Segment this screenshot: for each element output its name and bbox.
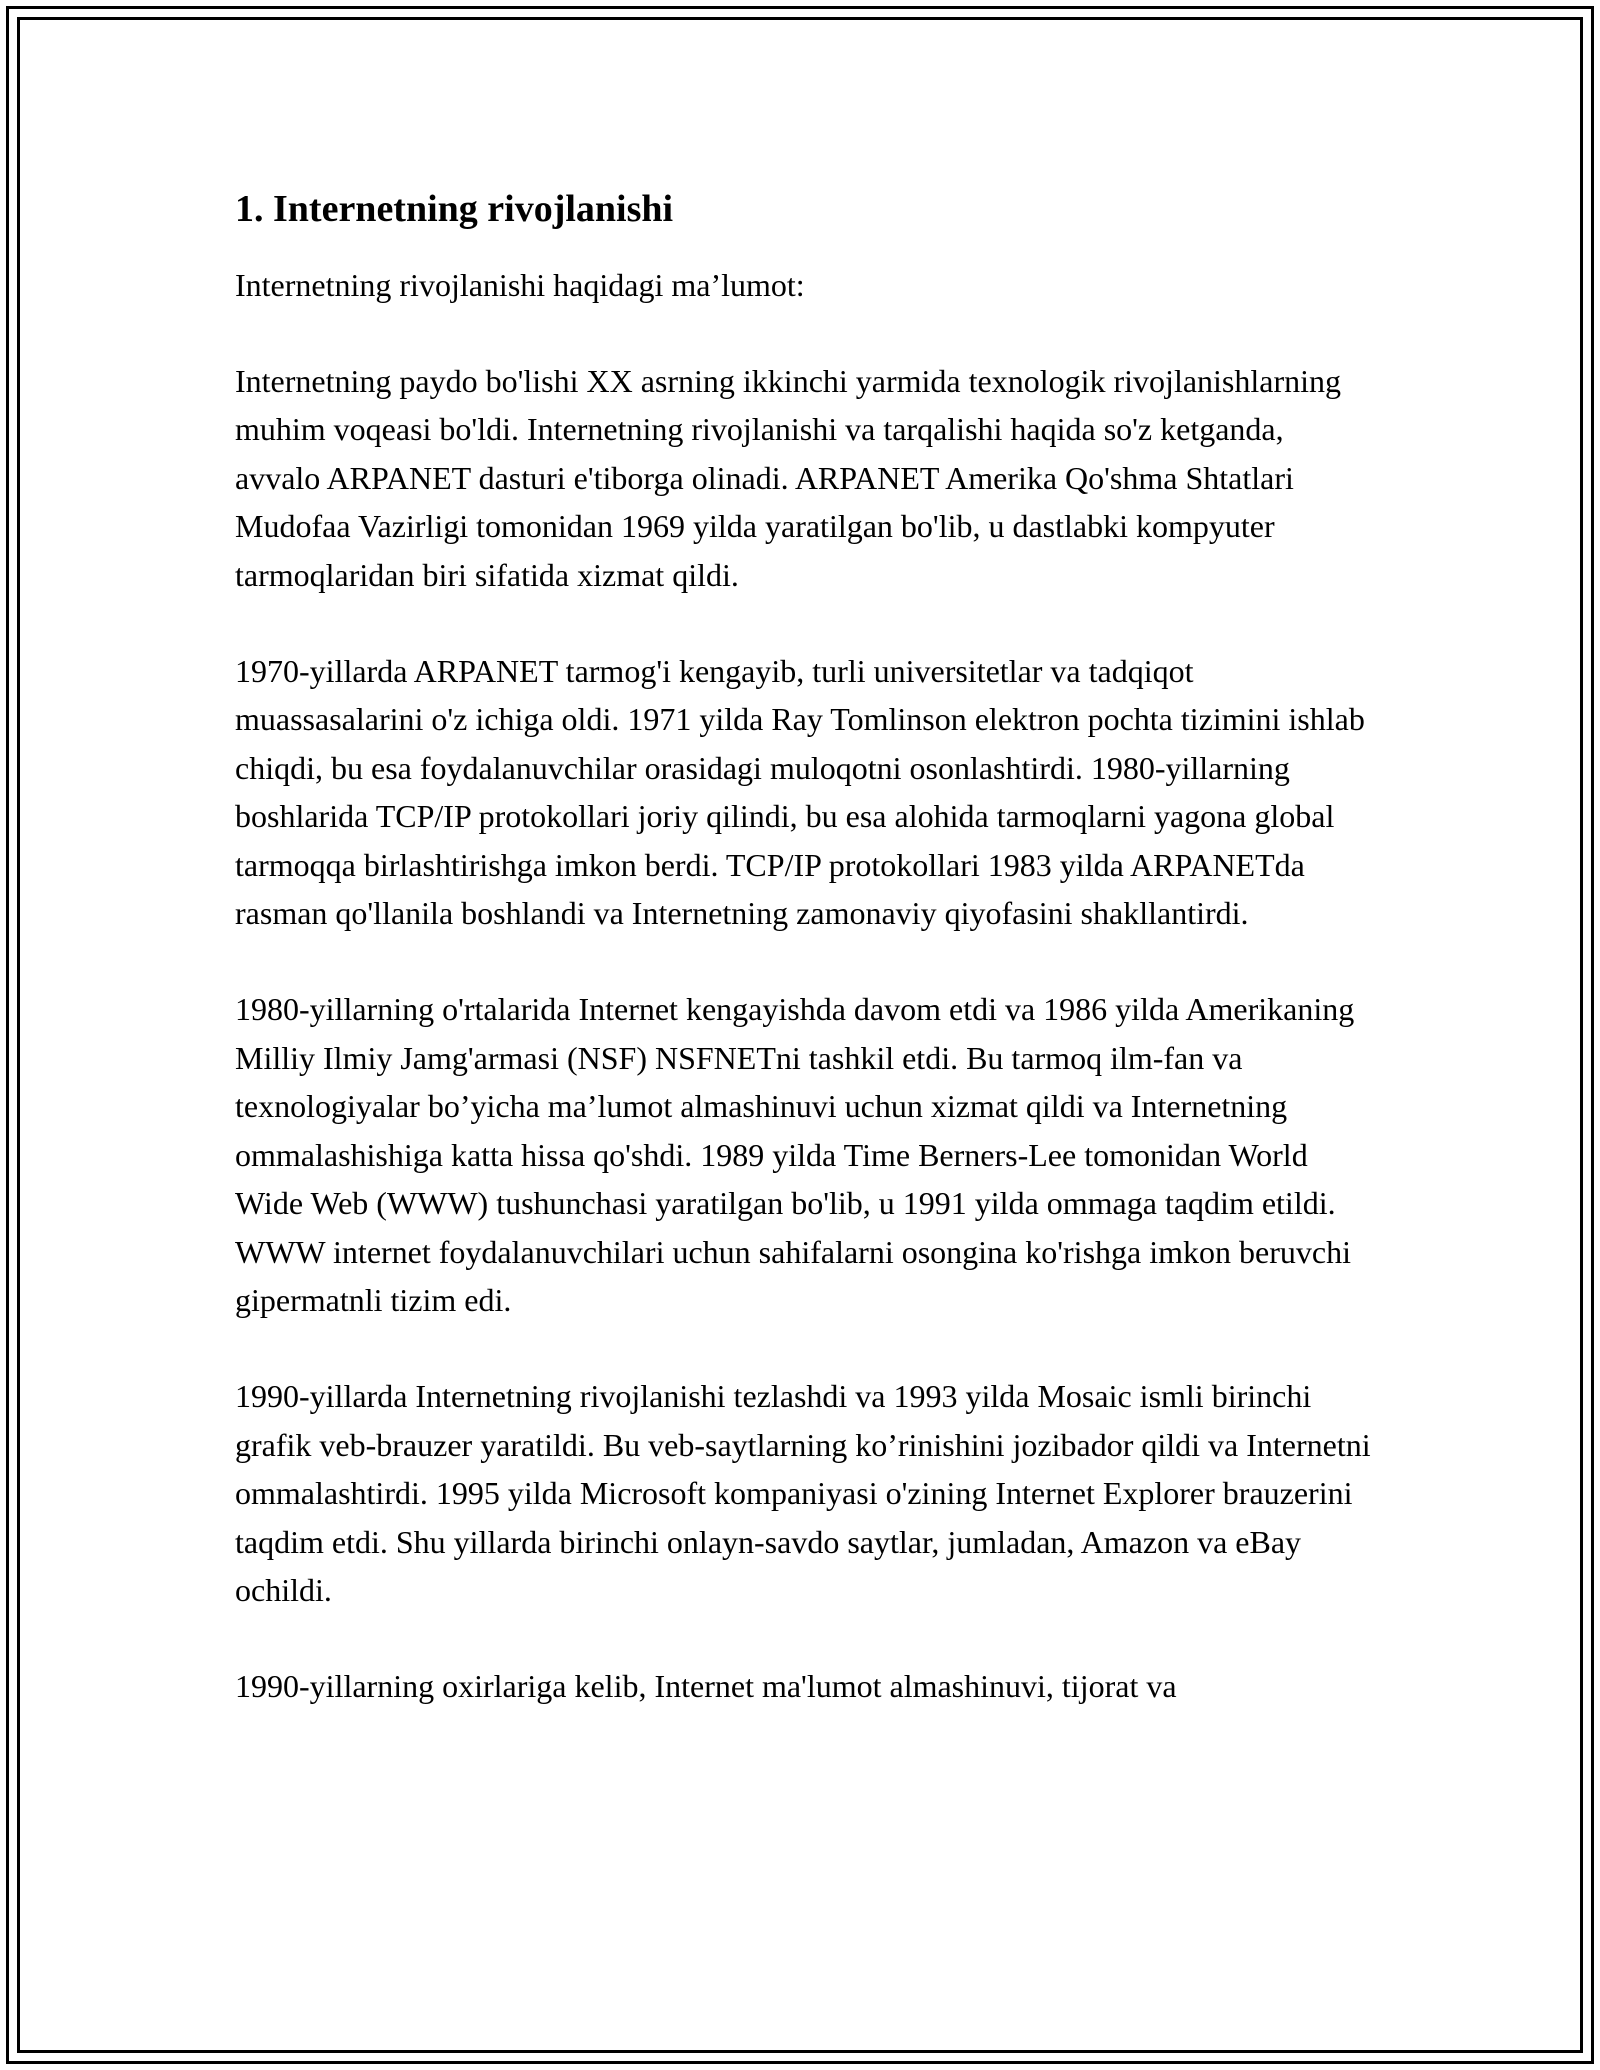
paragraph-1970s: 1970-yillarda ARPANET tarmog'i kengayib, turli universitetlar va tadqiqot muassasalarini o'z ichiga oldi. 1971 yilda Ray Tomlinson elektron pochta tizimini ishlab chiqdi, bu esa foydalanuvchilar orasidagi muloqotni osonlashtirdi. 1980-yillarning boshlarida TCP/IP protokollari joriy qilindi, bu esa alohida tarmoqlarni yagona global tarmoqqa birlashtirishga imkon berdi. TCP/IP protokollari 1983 yilda ARPANETda rasman qo'llanila boshlandi va Internetning zamonaviy qiyofasini shakllantirdi. — [235, 653, 1365, 932]
paragraph-late-1990s: 1990-yillarning oxirlariga kelib, Internet ma'lumot almashinuvi, tijorat va — [235, 1668, 1177, 1705]
intro-line: Internetning rivojlanishi haqidagi ma’lumot: — [235, 267, 805, 303]
paragraph-1990s: 1990-yillarda Internetning rivojlanishi tezlashdi va 1993 yilda Mosaic ismli birinchi grafik veb-brauzer yaratildi. Bu veb-saytlarning ko’rinishini jozibador qildi va Internetni ommalashtirdi. 1995 yilda Microsoft kompaniyasi o'zining Internet Explorer brauzerini taqdim etdi. Shu yillarda birinchi onlayn-savdo saytlar, jumladan, Amazon va eBay ochildi. — [235, 1378, 1371, 1608]
document-body — [235, 185, 1375, 1759]
paragraph-1980s: 1980-yillarning o'rtalarida Internet kengayishda davom etdi va 1986 yilda Amerikaning Milliy Ilmiy Jamg'armasi (NSF) NSFNETni tashkil etdi. Bu tarmoq ilm-fan va texnologiyalar bo’yicha ma’lumot almashinuvi uchun xizmat qildi va Internetning ommalashishiga katta hissa qo'shdi. 1989 yilda Time Berners-Lee tomonidan World Wide Web (WWW) tushunchasi yaratilgan bo'lib, u 1991 yilda ommaga taqdim etildi. WWW internet foydalanuvchilari uchun sahifalarni osongina ko'rishga imkon beruvchi gipermatnli tizim edi. — [235, 991, 1355, 1318]
paragraph-arpanet-origin: Internetning paydo bo'lishi XX asrning ikkinchi yarmida texnologik rivojlanishlarning muhim voqeasi bo'ldi. Internetning rivojlanishi va tarqalishi haqida so'z ketganda, avvalo ARPANET dasturi e'tiborga olinadi. ARPANET Amerika Qo'shma Shtatlari Mudofaa Vazirligi tomonidan 1969 yilda yaratilgan bo'lib, u dastlabki kompyuter tarmoqlaridan biri sifatida xizmat qildi. — [235, 363, 1342, 593]
section-heading: 1. Internetning rivojlanishi — [235, 188, 674, 230]
